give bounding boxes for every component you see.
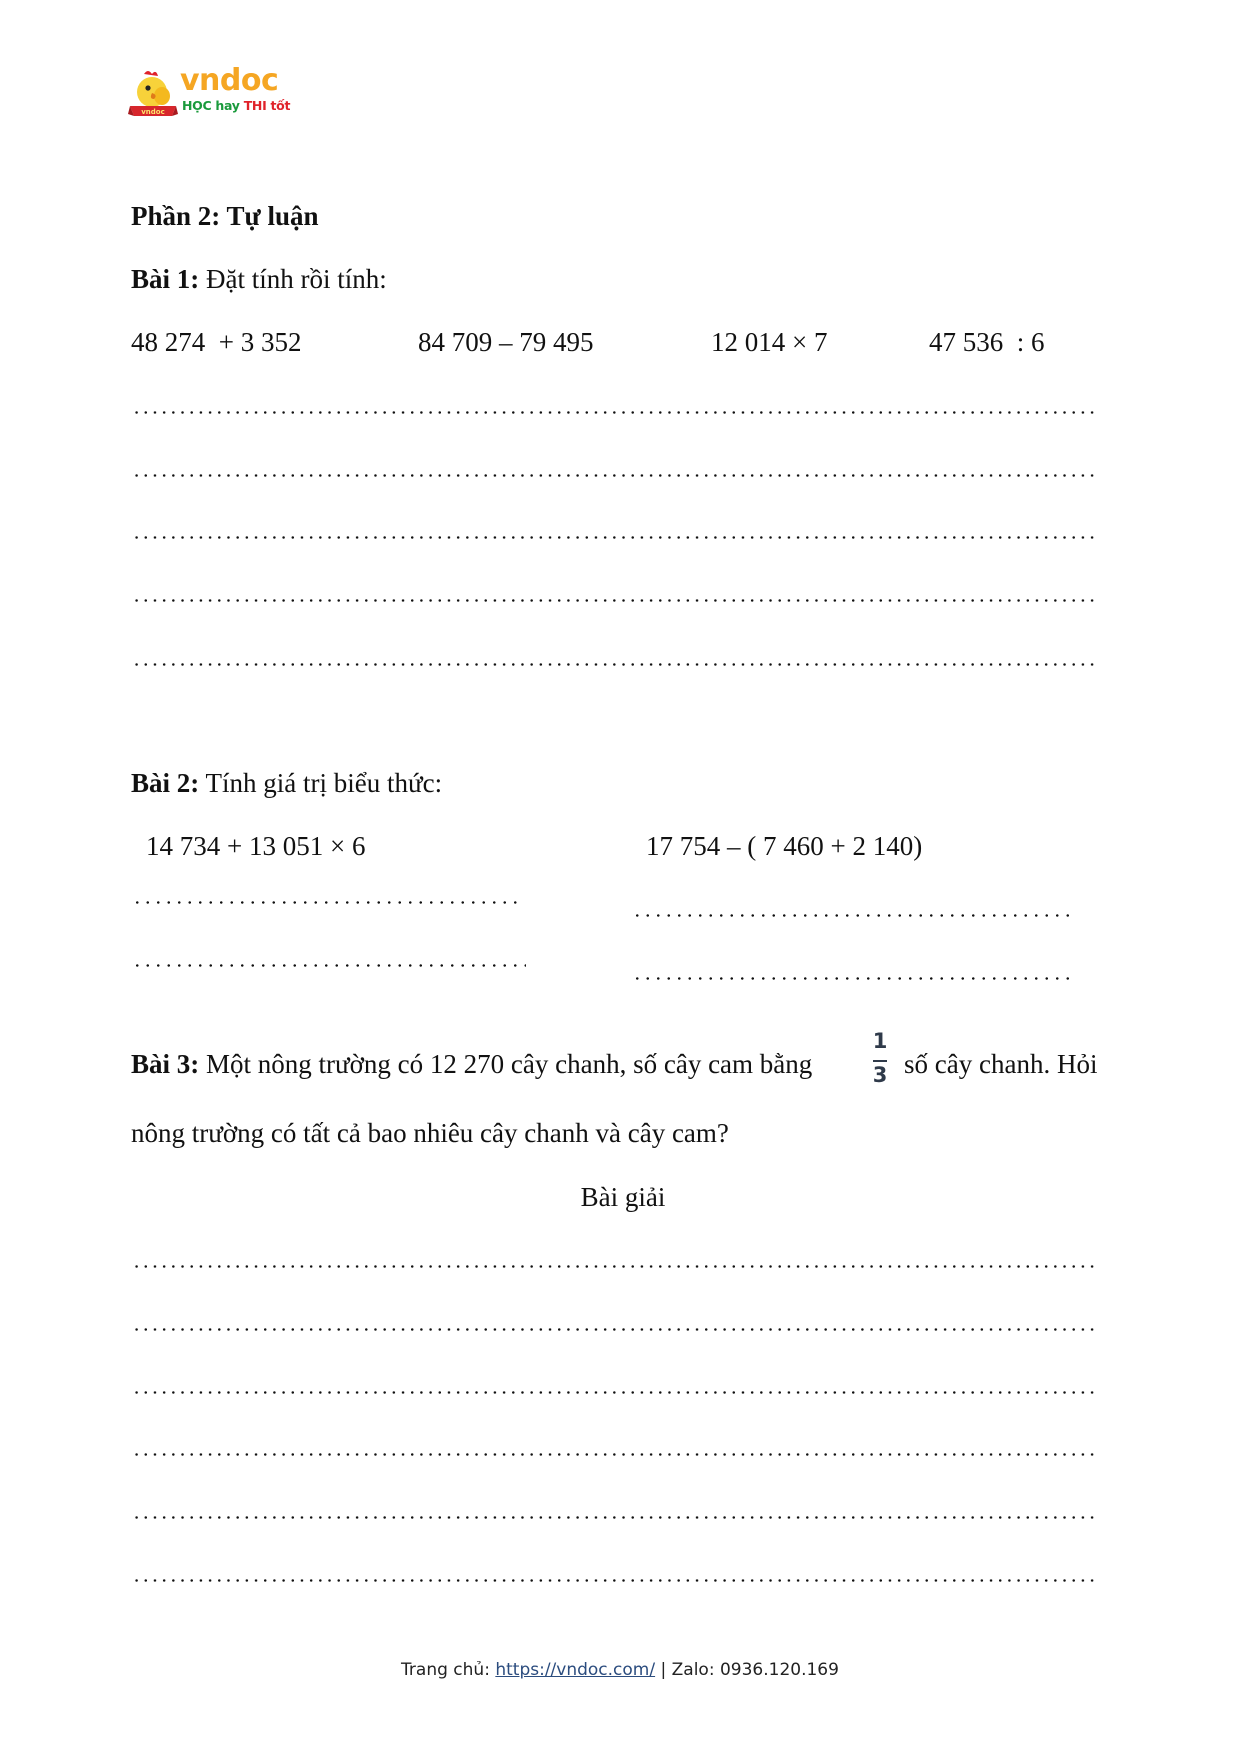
svg-text:vndoc: vndoc: [141, 108, 165, 116]
bai3-answer-line[interactable]: [132, 1328, 1098, 1331]
bai1-heading: [131, 263, 387, 295]
bai1-answer-line[interactable]: [132, 599, 1098, 602]
bai2-answer-line-right[interactable]: [632, 914, 1076, 917]
bai2-expression-1: 14 734 + 13 051 × 6: [146, 831, 366, 861]
bai1-problem-2: 84 709 – 79 495: [418, 327, 594, 357]
section-title: Phần 2: Tự luận: [131, 201, 319, 231]
vndoc-logo: [128, 63, 298, 122]
bai2-answer-line-right[interactable]: [632, 977, 1076, 980]
bai3-answer-line[interactable]: [132, 1516, 1098, 1519]
bai1-answer-line[interactable]: [132, 663, 1098, 666]
bai3-answer-line[interactable]: [132, 1453, 1098, 1456]
chicken-mascot-icon: [128, 68, 178, 120]
bai1-answer-line[interactable]: [132, 536, 1098, 539]
bai3-answer-line[interactable]: [132, 1265, 1098, 1268]
solution-heading: Bài giải: [580, 1182, 666, 1212]
fraction-denominator: 3: [872, 1063, 888, 1087]
bai2-instruction: Tính giá trị biểu thức:: [199, 768, 443, 798]
bai2-heading: [131, 767, 442, 799]
bai1-answer-line[interactable]: [132, 411, 1098, 414]
bai3-answer-line[interactable]: [132, 1391, 1098, 1394]
footer-zalo: Zalo: 0936.120.169: [671, 1660, 839, 1680]
logo-slogan: [182, 98, 290, 114]
bai1-label: Bài 1:: [131, 264, 200, 294]
bai1-problem-4: 47 536 : 6: [929, 327, 1045, 357]
bai3-question-line2: nông trường có tất cả bao nhiêu cây chanh và cây cam?: [131, 1118, 729, 1148]
logo-wordmark: vndoc: [180, 63, 279, 98]
logo-slogan-green: HỌC hay: [182, 98, 240, 113]
footer-separator: |: [655, 1660, 672, 1680]
bai3-question-line1: [131, 1048, 812, 1080]
footer-home-label: Trang chủ:: [401, 1660, 496, 1680]
bai2-expression-2: 17 754 – ( 7 460 + 2 140): [646, 831, 923, 861]
bai3-text-after-fraction: số cây chanh. Hỏi: [904, 1049, 1098, 1079]
bai2-answer-line-left[interactable]: [132, 964, 526, 967]
bai1-instruction: Đặt tính rồi tính:: [199, 264, 387, 294]
bai2-answer-line-left[interactable]: [132, 901, 518, 904]
footer-home-link[interactable]: https://vndoc.com/: [495, 1660, 656, 1680]
bai2-label: Bài 2:: [131, 768, 200, 798]
page-footer: [0, 1660, 1240, 1680]
fraction-numerator: 1: [872, 1029, 888, 1053]
bai3-answer-line[interactable]: [132, 1579, 1098, 1582]
bai1-problem-3: 12 014 × 7: [711, 327, 828, 357]
fraction-bar: [873, 1060, 887, 1062]
bai1-answer-line[interactable]: [132, 474, 1098, 477]
bai1-problem-1: 48 274 + 3 352: [131, 327, 302, 357]
bai3-label: Bài 3:: [131, 1049, 200, 1079]
bai3-text-before-fraction: Một nông trường có 12 270 cây chanh, số cây cam bằng: [199, 1049, 813, 1079]
logo-slogan-red: THI tốt: [243, 98, 291, 113]
